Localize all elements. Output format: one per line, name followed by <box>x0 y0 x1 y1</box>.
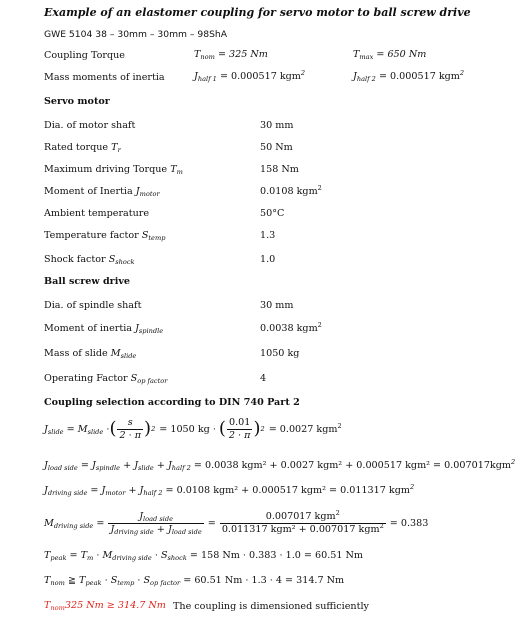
servo-row-label: Temperature factor $S_{temp}$ <box>44 230 166 242</box>
tpeak-formula: $T_{peak} = T_m \cdot M_{driving side} \cdot S_{shock} = 158$ Nm · 0.383 · 1.0 = 60.51 Nm <box>44 550 364 562</box>
mass-moment-label: Mass moments of inertia <box>44 72 165 83</box>
ball-screw-row-label: Moment of inertia $J_{spindle}$ <box>44 323 164 335</box>
final-check: $T_{nom}325$ Nm ≥ 314.7 Nm <box>44 600 166 612</box>
ball-screw-heading: Ball screw drive <box>44 276 131 287</box>
mdriving-formula: $M_{driving side}$ = $\frac{J_{load side}}{J_{driving side} + J_{load side}}$ = $\frac{0.007017 kgm^2}{0.011317 kgm^2 + 0.007017 kgm^2}$ = 0.383 <box>44 509 429 536</box>
ball-screw-row-value: 4 <box>260 373 267 384</box>
servo-row-value: 50°C <box>260 208 285 219</box>
jload-formula: $J_{load side} = J_{spindle} + J_{slide} + J_{half 2} = 0.0038$ kgm² + 0.0027 kgm² + 0.000517 kgm² = 0.007017kgm$^2$ <box>44 458 516 472</box>
jhalf1-expression: $J_{half 1} = 0.000517$ kgm$^2$ <box>194 69 306 83</box>
ball-screw-row-label: Dia. of spindle shaft <box>44 300 142 311</box>
servo-row-value: 158 Nm <box>260 164 299 175</box>
ball-screw-row-value: 1050 kg <box>260 348 300 359</box>
jslide-formula: $J_{slide} = M_{slide}$ · ( $\frac{s}{2 \cdot \pi}$ ) 2 = 1050 kg · ( $\frac{0.01}{2 \cdot \pi}$ ) 2 = 0.0027 kgm$^2$ <box>44 417 342 441</box>
selection-heading: Coupling selection according to DIN 740 Part 2 <box>44 397 300 408</box>
ball-screw-row-label: Mass of slide $M_{slide}$ <box>44 348 137 360</box>
ball-screw-row-label: Operating Factor $S_{op factor}$ <box>44 373 168 385</box>
jhalf2-expression: $J_{half 2} = 0.000517$ kgm$^2$ <box>353 69 465 83</box>
tmax-expression: $T_{max} = 650$ Nm <box>353 49 427 61</box>
servo-row-label: Dia. of motor shaft <box>44 120 136 131</box>
page-title: Example of an elastomer coupling for servo motor to ball screw drive <box>44 6 471 19</box>
servo-row-label: Ambient temperature <box>44 208 150 219</box>
ball-screw-row-value: 0.0038 kgm$^2$ <box>260 321 322 334</box>
servo-row-value: 50 Nm <box>260 142 293 153</box>
servo-row-value: 30 mm <box>260 120 294 131</box>
servo-row-value: 1.3 <box>260 230 276 241</box>
servo-row-value: 0.0108 kgm$^2$ <box>260 184 322 197</box>
servo-row-label: Maximum driving Torque $T_m$ <box>44 164 183 176</box>
servo-heading: Servo motor <box>44 96 110 107</box>
servo-row-label: Moment of Inertia $J_{motor}$ <box>44 186 160 198</box>
servo-row-label: Rated torque $T_r$ <box>44 142 121 154</box>
tnom-expression: $T_{nom} = 325$ Nm <box>194 49 268 61</box>
final-note: The coupling is dimensioned sufficiently <box>173 601 369 612</box>
servo-row-value: 1.0 <box>260 254 276 265</box>
coupling-torque-label: Coupling Torque <box>44 50 125 61</box>
coupling-spec: GWE 5104 38 – 30mm – 30mm – 98ShA <box>44 29 228 40</box>
servo-row-label: Shock factor $S_{shock}$ <box>44 254 135 266</box>
ball-screw-row-value: 30 mm <box>260 300 294 311</box>
tnom-formula: $T_{nom}$ ≧ $T_{peak} \cdot S_{temp} \cdot S_{op factor} = 60.51$ Nm · 1.3 · 4 = 314.7 Nm <box>44 575 345 587</box>
jdriving-formula: $J_{driving side} = J_{motor} + J_{half 2} = 0.0108$ kgm² + 0.000517 kgm² = 0.011317 kgm$^2$ <box>44 483 415 497</box>
